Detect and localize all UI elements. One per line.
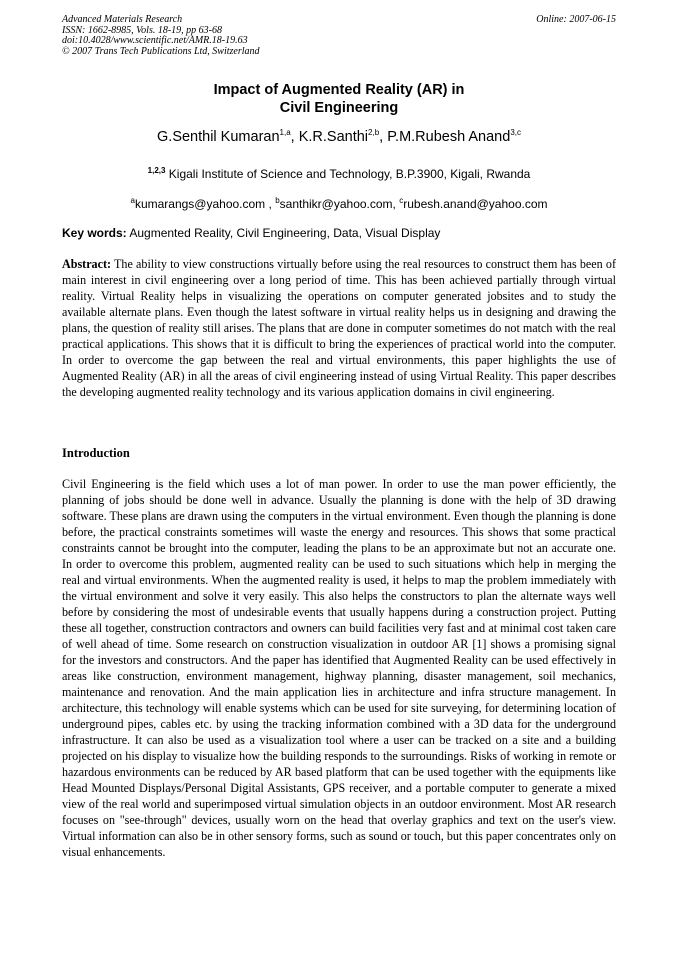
author-affil-mark: 3,c (510, 128, 521, 138)
keywords (62, 225, 616, 241)
journal-header (62, 15, 616, 57)
section-heading-introduction: Introduction (62, 446, 130, 460)
paper-title (62, 81, 616, 117)
abstract-label: Abstract: (62, 257, 112, 271)
email-address: kumarangs@yahoo.com , (134, 197, 276, 211)
email-mark: c (399, 196, 404, 205)
affiliation-text: Kigali Institute of Science and Technology, B.P.3900, Kigali, Rwanda (165, 167, 531, 181)
copyright-line: © 2007 Trans Tech Publications Ltd, Switzerland (62, 45, 260, 57)
author-separator: , (379, 129, 388, 145)
affiliation-mark: 1,2,3 (147, 166, 166, 175)
email-mark: b (275, 196, 280, 205)
author-separator: , (290, 129, 299, 145)
email-address: santhikr@yahoo.com, (279, 197, 400, 211)
affiliation (62, 166, 616, 182)
author-affil-mark: 1,a (279, 128, 291, 138)
keywords-text: Augmented Reality, Civil Engineering, Data, Visual Display (126, 226, 441, 240)
author-list (62, 127, 616, 147)
author-name: K.R.Santhi (298, 129, 369, 145)
doi-line: doi:10.4028/www.scientific.net/AMR.18-19.63 (62, 35, 248, 46)
introduction-body (62, 476, 616, 860)
author-affil-mark: 2,b (368, 128, 380, 138)
author-name: G.Senthil Kumaran (157, 129, 280, 145)
online-date: Online: 2007-06-15 (536, 14, 616, 25)
email-mark: a (130, 196, 135, 205)
author-emails (62, 196, 616, 212)
title-line-2: Civil Engineering (279, 100, 399, 116)
keywords-label: Key words: (62, 226, 127, 240)
email-address: rubesh.anand@yahoo.com (403, 197, 548, 211)
introduction-paragraph: Civil Engineering is the field which uses a lot of man power. In order to use the man power efficiently, the planning of jobs should be done well in advance. Usually the planning is done with the help of 3D drawing software. These plans are drawn using the computers in the virtual environment. Even though the planning is done before, the practical constraints sometimes will waste the energy and resources. This shows that some practical constraints cannot be brought into the computer, leading the plans to be an approximate but not an accurate one. In order to overcome this problem, augmented reality can be used to such situations which help in merging the real and virtual environments. When the augmented reality is used, it helps to map the problem immediately with the virtual environment and solve it very easily. This also helps the constructors to plan the alternate ways well before by considering the most of undesirable events that usually happens during a construction project. Putting these all together, construction contractors and owners can build facilities very fast and at minimal cost taken care of well ahead of time. Some research on construction visualization in outdoor AR [1] shows a promising signal for the investors and constructors. And the paper has identified that Augmented Reality can be used effectively in areas like construction, environment management, highway planning, disaster management, soil mechanics, maintenance and renovation. And the main application lies in architecture and infra structure management. In architecture, this technology will enable systems which can be used for site surveying, for determining location of underground pipes, cables etc. by using the tracking information combined with a 3D data for the underground infrastructure. It can also be used as a visualization tool where a user can be tracked on a site and a building projected on his display to visualize how the building responds to the surroundings. Risks of working in remote or hazardous environments can be reduced by AR based platform that can be used together with the equipments like Head Mounted Displays/Personal Digital Assistants, GPS receiver, and a portable computer to generate a mixed view of the real world and superimposed virtual simulation objects in an outdoor environment. Most AR research focuses on "see-through" devices, usually worn on the head that overlay graphics and text on the user's view. Virtual information can also be in other sensory forms, such as sound or touch, but this paper concentrates only on visual enhancements. (62, 477, 616, 859)
abstract-text: The ability to view constructions virtually before using the real resources to construct them has been of main interest in civil engineering over a long period of time. This has been achieved partially through virtual reality. Virtual Reality helps in visualizing the operations on computer generated jobsites and to study the available alternate plans. Even though the latest software in virtual reality helps us in designing and drawing the plans, the question of reality still arises. The plans that are done in computer sometimes do not match with the real practical applications. This shows that it is difficult to bring the experiences of practical world into the computer. In order to overcome the gap between the real and virtual environments, this paper highlights the use of Augmented Reality (AR) in all the areas of civil engineering instead of using Virtual Reality. This paper describes the developing augmented reality technology and its various application domains in civil engineering. (62, 257, 616, 399)
author-name: P.M.Rubesh Anand (387, 129, 511, 145)
abstract (62, 256, 616, 400)
title-line-1: Impact of Augmented Reality (AR) in (213, 82, 465, 98)
issn-line: ISSN: 1662-8985, Vols. 18-19, pp 63-68 (62, 24, 222, 36)
journal-name: Advanced Materials Research (62, 14, 183, 25)
